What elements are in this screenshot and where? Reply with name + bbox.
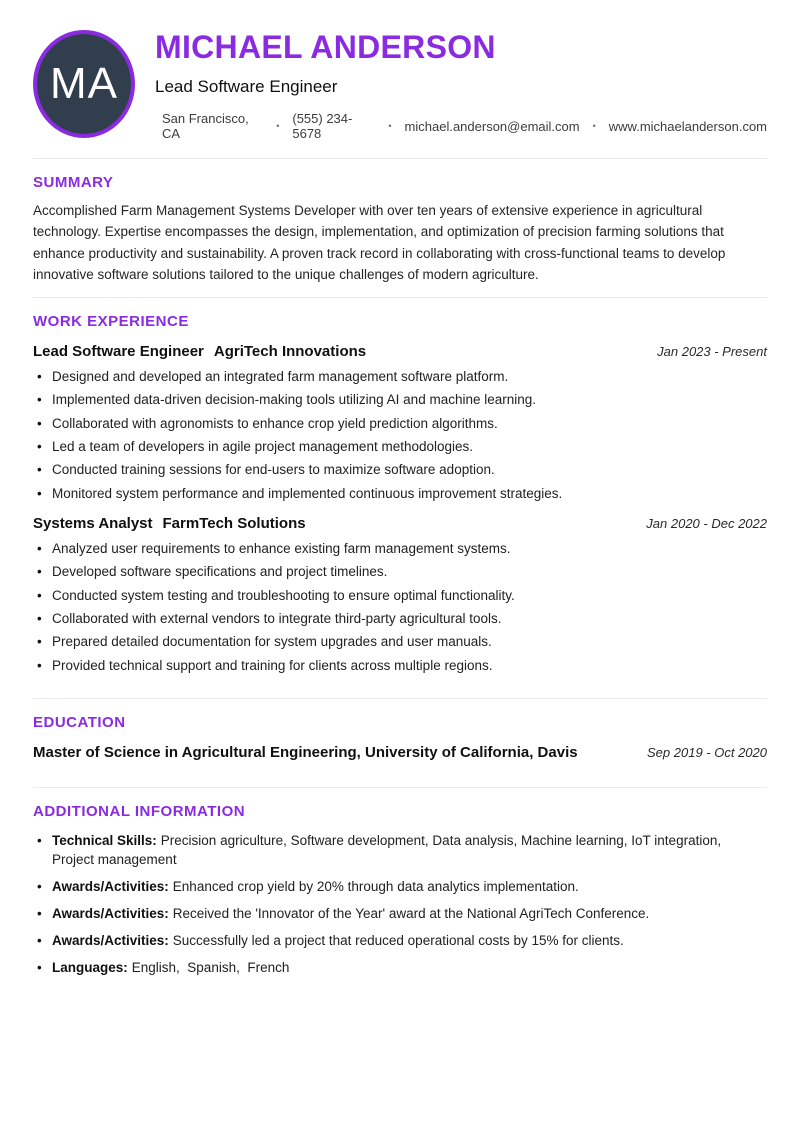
job-bullet: • Prepared detailed documentation for system upgrades and user manuals. (33, 633, 767, 651)
dot-separator-icon: • (592, 120, 596, 131)
education-entry (33, 744, 767, 761)
job-bullet: • Collaborated with agronomists to enhance crop yield prediction algorithms. (33, 415, 767, 433)
job-bullet: • Designed and developed an integrated farm management software platform. (33, 368, 767, 386)
additional-info-item (33, 931, 763, 950)
info-item-text: Precision agriculture, Software development, Data analysis, Machine learning, IoT integration, Project management (52, 833, 725, 868)
additional-info-item (33, 877, 763, 896)
section-heading-work-experience: WORK EXPERIENCE (33, 313, 189, 331)
info-item-text: Enhanced crop yield by 20% through data analytics implementation. (172, 879, 579, 895)
info-item-text: Successfully led a project that reduced operational costs by 15% for clients. (172, 933, 624, 949)
job-bullet: • Collaborated with external vendors to integrate third-party agricultural tools. (33, 610, 767, 628)
dot-separator-icon: • (388, 120, 392, 131)
section-additional-information (33, 803, 767, 977)
job-bullet: • Conducted system testing and troubleshooting to ensure optimal functionality. (33, 587, 767, 605)
job-entry (33, 343, 767, 502)
education-dates: Sep 2019 - Oct 2020 (647, 745, 767, 761)
info-item-label: Awards/Activities: (52, 906, 169, 922)
additional-info-item (33, 958, 763, 977)
section-summary (33, 174, 767, 285)
job-bullet-list (33, 540, 767, 674)
contact-website: www.michaelanderson.com (608, 118, 767, 134)
contact-row (162, 111, 767, 141)
job-company: AgriTech Innovations (213, 343, 367, 361)
job-bullet: • Conducted training sessions for end-users to maximize software adoption. (33, 461, 767, 479)
info-item-label: Languages: (52, 960, 128, 976)
info-item-text: English, Spanish, French (131, 960, 290, 976)
contact-email: michael.anderson@email.com (404, 118, 580, 134)
job-dates: Jan 2020 - Dec 2022 (646, 516, 767, 532)
divider (33, 787, 767, 788)
job-bullet: • Provided technical support and training for clients across multiple regions. (33, 657, 767, 675)
info-item-label: Awards/Activities: (52, 879, 169, 895)
job-entry-header (33, 343, 767, 360)
avatar-initials: MA (50, 59, 118, 108)
job-position-company (33, 343, 366, 360)
section-heading-additional-information: ADDITIONAL INFORMATION (33, 803, 246, 821)
dot-separator-icon: • (276, 120, 280, 131)
education-degree: Master of Science in Agricultural Engineering, University of California, Davis (33, 744, 578, 762)
job-entry-header (33, 515, 767, 532)
job-position: Lead Software Engineer (33, 343, 204, 361)
job-bullet: • Monitored system performance and implemented continuous improvement strategies. (33, 485, 767, 503)
info-item-label: Technical Skills: (52, 833, 157, 849)
info-item-text: Received the 'Innovator of the Year' award at the National AgriTech Conference. (172, 906, 650, 922)
job-position: Systems Analyst (33, 515, 153, 533)
section-work-experience (33, 313, 767, 674)
divider (33, 158, 767, 159)
section-heading-education: EDUCATION (33, 714, 126, 732)
contact-phone: (555) 234-5678 (292, 111, 353, 141)
job-bullet: • Analyzed user requirements to enhance existing farm management systems. (33, 540, 767, 558)
header-text (155, 27, 767, 141)
job-dates: Jan 2023 - Present (657, 344, 767, 360)
additional-info-list (33, 831, 767, 977)
job-position-company (33, 515, 306, 532)
additional-info-item (33, 831, 763, 869)
job-bullet-list (33, 368, 767, 502)
job-company: FarmTech Solutions (162, 515, 306, 533)
job-entry (33, 515, 767, 674)
resume-header (33, 27, 767, 141)
section-heading-summary: SUMMARY (33, 174, 114, 191)
job-bullet: • Implemented data-driven decision-making tools utilizing AI and machine learning. (33, 391, 767, 409)
divider (33, 698, 767, 699)
info-item-label: Awards/Activities: (52, 933, 169, 949)
candidate-title: Lead Software Engineer (155, 77, 338, 96)
summary-text: Accomplished Farm Management Systems Developer with over ten years of extensive experience in agricultural technology. Expertise encompasses the design, implementation, and optimization of precision farming solutions that enhance productivity and sustainability. A proven track record in collaborating with cross-functional teams to develop innovative software solutions tailored to the unique challenges of modern agriculture. (33, 203, 726, 282)
contact-location: San Francisco, CA (162, 111, 249, 141)
job-bullet: • Developed software specifications and project timelines. (33, 563, 767, 581)
job-bullet: • Led a team of developers in agile project management methodologies. (33, 438, 767, 456)
candidate-name: MICHAEL ANDERSON (155, 29, 496, 65)
section-education (33, 714, 767, 761)
divider (33, 297, 767, 298)
avatar (33, 30, 135, 138)
additional-info-item (33, 904, 763, 923)
